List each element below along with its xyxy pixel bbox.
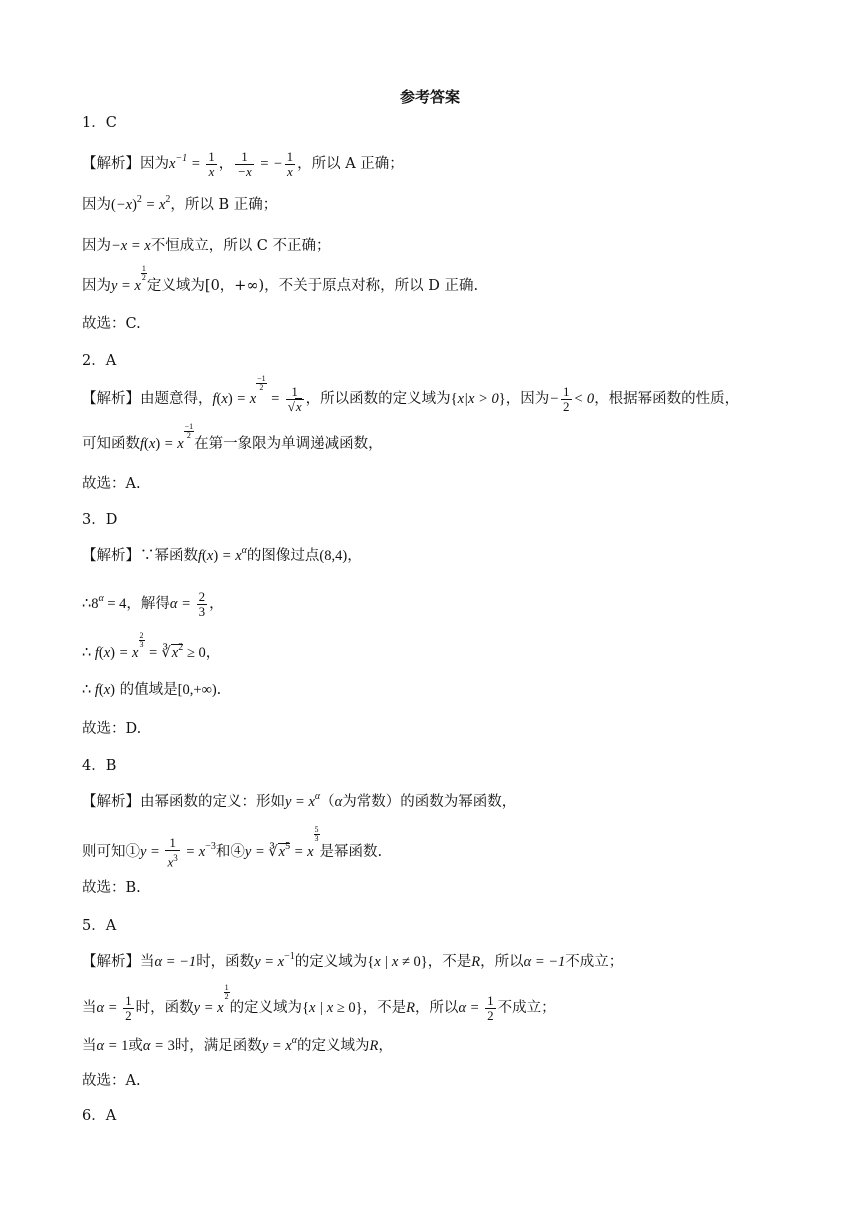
q2-answer: 2．A [82, 353, 117, 369]
formula: −x = x [111, 238, 151, 254]
formula: $f(x) = x^\alpha$ [198, 545, 247, 564]
formula: (8,4) [319, 548, 348, 564]
formula: α = $\frac{1}{2}$ [458, 993, 494, 1023]
formula: $(-x)^2 = x^2$ [111, 194, 171, 213]
formula: {x | x ≥ 0} [302, 999, 363, 1016]
formula: $y = ∛x^5 = x$ $\frac{5}{3}$ [244, 825, 319, 860]
q3-choice: 故选：D. [82, 721, 142, 737]
formula: ∴ f(x) = x $\frac{2}{3}$ = $∛x^2 \ge 0$ [82, 631, 206, 661]
formula: f(x) = x $\frac{-1}{2}$ [140, 422, 194, 452]
page-title: 参考答案 [399, 88, 460, 106]
q1-tag: 【解析】 [82, 155, 140, 172]
formula: f(x) = x $\frac{-1}{2}$ = $\frac{1}{√x}$ [212, 374, 302, 414]
q1-answer: 1．C [82, 115, 117, 131]
formula: y = x $\frac{1}{2}$ [111, 264, 146, 294]
q4-choice: 故选：B. [82, 880, 141, 896]
q2-line2: 可知函数f(x) = x $\frac{-1}{2}$ 在第一象限为单调递减函数， [82, 422, 383, 452]
formula: $y = x^\alpha$ [285, 791, 321, 810]
formula: $\therefore 8^\alpha = 4$ [82, 592, 127, 612]
q3-line4: ∴ f(x) 的值域是[0,+∞). [82, 682, 222, 698]
q1-line3: 因为−x = x不恒成立，所以 C 不正确； [82, 238, 331, 254]
q1-line2: 因为$(-x)^2 = x^2$，所以 B 正确； [82, 194, 278, 213]
formula: α = $\frac{2}{3}$ [169, 589, 206, 619]
formula: $y = x^{-1}$ [254, 951, 295, 970]
q5-line2: 当α = $\frac{1}{2}$ 时，函数y = x $\frac{1}{2}$ 的定义域为{x | x ≥ 0}，不是R，所以α = $\frac{1}{2}$ 不成立； [82, 983, 556, 1023]
q5-choice: 故选：A. [82, 1073, 141, 1089]
formula: α = 3 [142, 1038, 175, 1054]
formula: {x|x > 0} [450, 390, 506, 407]
q4-line1: 【解析】由幂函数的定义：形如$y = x^\alpha(\alpha$为常数）的函数为幂函数， [82, 791, 517, 810]
formula: − $\frac{1}{2}$ < 0 [549, 384, 595, 414]
q6-answer: 6．A [82, 1108, 117, 1124]
formula: α = 1 [96, 1038, 129, 1054]
formula: ∴ f(x) [82, 682, 116, 698]
q5-line1: 【解析】当α = −1时，函数$y = x^{-1}$的定义域为{x | x ≠ 0}，不是R，所以α = −1不成立； [82, 951, 624, 970]
q4-answer: 4．B [82, 758, 117, 774]
q1-line4: 因为y = x $\frac{1}{2}$ 定义域为[0，+∞)，不关于原点对称，所以 D 正确. [82, 264, 479, 294]
q1-choice: 故选：C. [82, 316, 141, 332]
formula: y = $\frac{1}{x^3}$ = $x^{-3}$ [140, 835, 216, 870]
q5-answer: 5．A [82, 918, 117, 934]
formula: $x^{-1}$ = $\frac{1}{x}$ [169, 149, 215, 179]
q3-answer: 3．D [82, 512, 118, 528]
formula: {x | x ≠ 0} [367, 954, 428, 970]
q2-line1: 【解析】由题意得，f(x) = x $\frac{-1}{2}$ = $\frac{1}{√x}$ ，所以函数的定义域为{x|x > 0}，因为− $\frac{1}{2}$ < 0，根据幂函数的性质， [82, 374, 740, 414]
formula: α = −1 [154, 954, 197, 970]
q3-line1: 【解析】∵幂函数$f(x) = x^\alpha$的图像过点(8,4)， [82, 545, 362, 564]
formula: $\frac{1}{-x}$ = − $\frac{1}{x}$ [237, 149, 294, 179]
q3-line2: $\therefore 8^\alpha = 4$，解得α = $\frac{2}{3}$ ， [82, 589, 224, 619]
formula: y = x $\frac{1}{2}$ [193, 983, 229, 1016]
formula: α = −1 [523, 954, 566, 970]
q4-line2: 则可知①y = $\frac{1}{x^3}$ = $x^{-3}$和④y = $∛x^5 = x$ $\frac{5}{3}$ 是幂函数. [82, 825, 383, 870]
q3-line3: ∴ f(x) = x $\frac{2}{3}$ = $∛x^2 \ge 0$， [82, 631, 221, 661]
formula: [0,+∞) [177, 682, 217, 698]
formula: α [334, 794, 343, 810]
q2-choice: 故选：A. [82, 476, 141, 492]
formula: $y = x^\alpha$ [261, 1035, 297, 1054]
q5-line3: 当α = 1或α = 3时，满足函数$y = x^\alpha$的定义域为R， [82, 1035, 393, 1054]
formula: α = $\frac{1}{2}$ [96, 993, 132, 1023]
q1-line1: 【解析】因为$x^{-1}$ = $\frac{1}{x}$ ， $\frac{1}{-x}$ = − $\frac{1}{x}$ ，所以 A 正确； [82, 149, 404, 179]
